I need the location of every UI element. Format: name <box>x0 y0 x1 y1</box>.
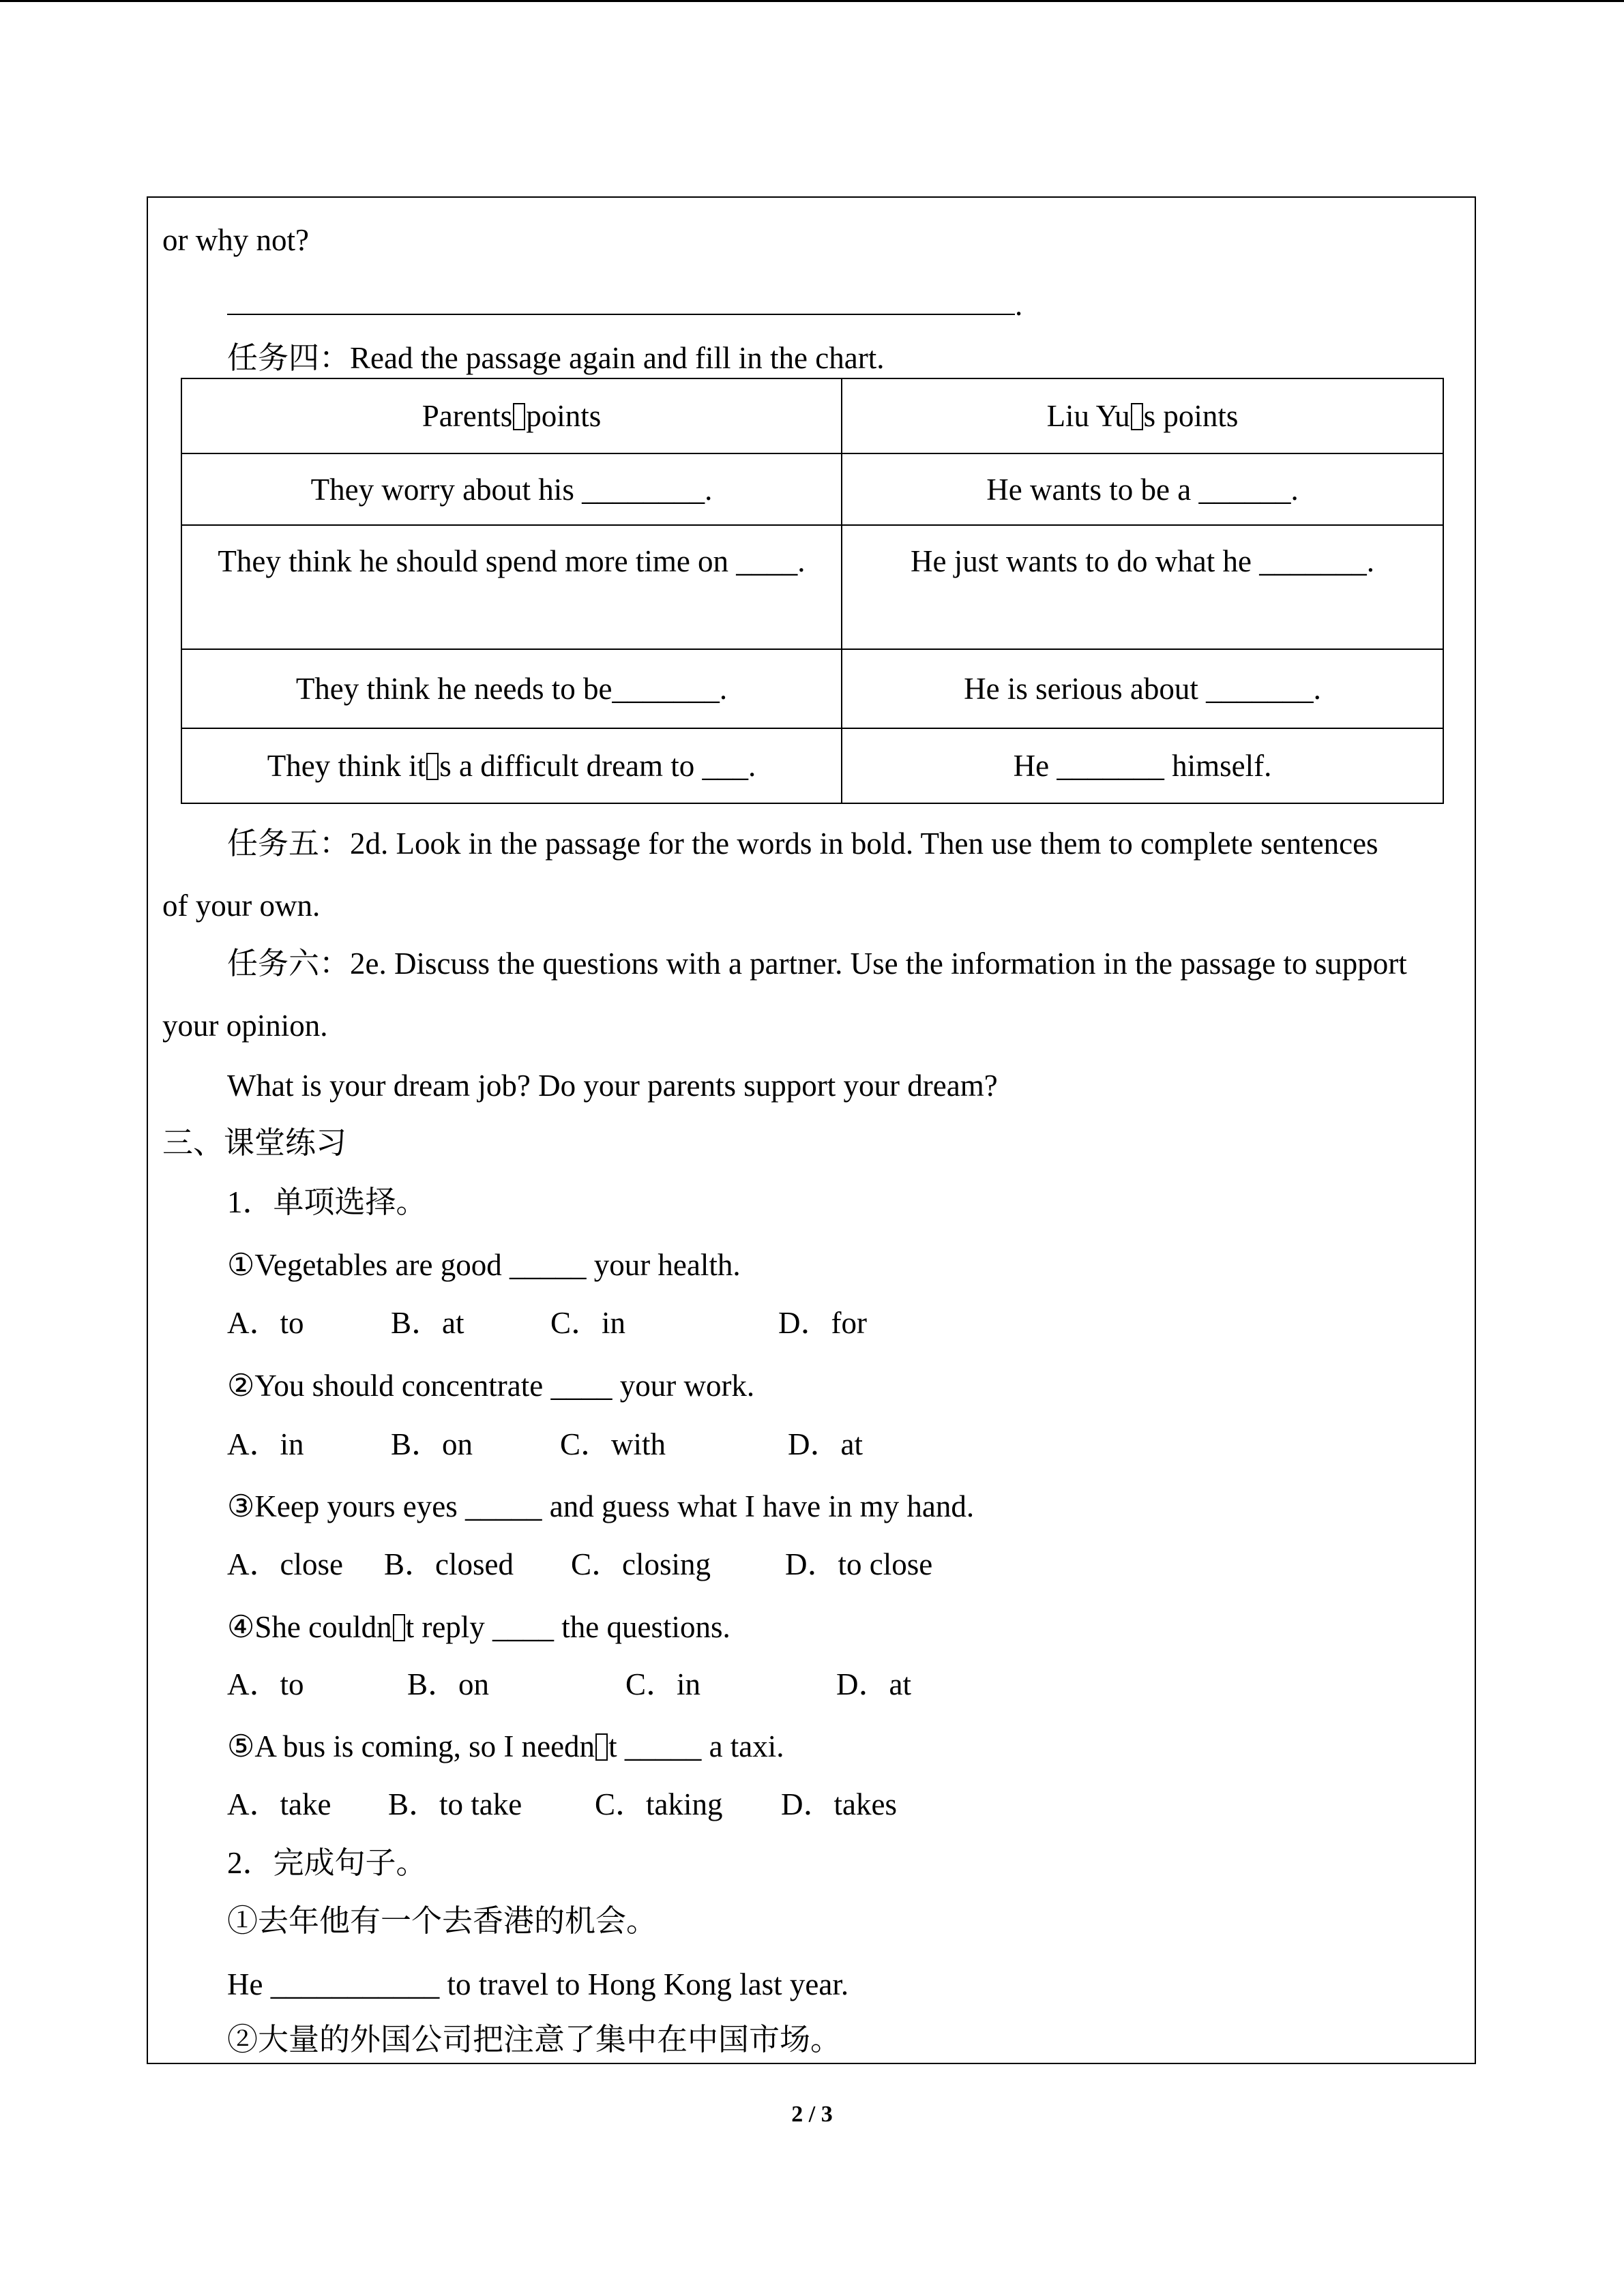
task5-line1: 任务五：2d. Look in the passage for the words in bold. Then use them to complete sentences <box>227 826 1378 861</box>
missing-glyph-box <box>1131 403 1143 430</box>
header-liuyu-a: Liu Yu <box>1046 399 1130 433</box>
q3-option-b: B．closed <box>384 1547 514 1581</box>
table-row <box>181 525 1443 649</box>
q2-option-b: B．on <box>391 1427 473 1461</box>
chart-cell: He wants to be a ______. <box>842 453 1443 525</box>
page-number: 2 / 3 <box>791 2102 833 2127</box>
header-liuyu-b: s points <box>1143 399 1239 433</box>
intro-line: or why not? <box>162 223 309 257</box>
missing-glyph-box <box>393 1614 405 1641</box>
chart-cell: He just wants to do what he _______. <box>842 525 1443 649</box>
q5-stem-b: t _____ a taxi. <box>608 1729 784 1763</box>
missing-glyph-box <box>426 753 439 780</box>
q1-stem: ①Vegetables are good _____ your health. <box>227 1248 741 1282</box>
chart-header-row <box>181 378 1443 453</box>
q3-option-c: C．closing <box>571 1547 711 1581</box>
q5-stem-a: ⑤A bus is coming, so I needn <box>227 1729 595 1763</box>
chart-header-liuyu <box>842 378 1443 453</box>
part2-title: 2．完成句子。 <box>227 1846 427 1880</box>
q5-option-c: C．taking <box>595 1787 723 1821</box>
chart-cell: He is serious about _______. <box>842 649 1443 728</box>
q4-stem <box>227 1607 730 1648</box>
chart-cell <box>181 728 842 803</box>
q4-stem-a: ④She couldn <box>227 1610 392 1644</box>
q5-option-d: D．takes <box>781 1787 897 1821</box>
missing-glyph-box <box>595 1733 608 1761</box>
q1-option-d: D．for <box>778 1306 867 1340</box>
chart-header-parents <box>181 378 842 453</box>
q4-option-a: A．to <box>227 1667 304 1701</box>
task4-instruction: 任务四：Read the passage again and fill in the chart. <box>227 341 885 375</box>
points-chart <box>181 378 1444 804</box>
q4-option-d: D．at <box>836 1667 911 1701</box>
q3-option-d: D．to close <box>785 1547 933 1581</box>
answer-line-period: . <box>1015 288 1023 322</box>
q3-option-a: A．close <box>227 1547 343 1581</box>
s1-chinese: ①去年他有一个去香港的机会。 <box>227 1904 658 1938</box>
q3-stem: ③Keep yours eyes _____ and guess what I have in my hand. <box>227 1489 975 1523</box>
chart-cell: They worry about his ________. <box>181 453 842 525</box>
answer-blank <box>227 286 1015 315</box>
task6-question: What is your dream job? Do your parents support your dream? <box>227 1069 998 1103</box>
s2-chinese: ②大量的外国公司把注意了集中在中国市场。 <box>227 2023 842 2057</box>
q2-stem: ②You should concentrate ____ your work. <box>227 1369 755 1403</box>
q1-option-c: C．in <box>550 1306 626 1340</box>
q4-stem-b: t reply ____ the questions. <box>405 1610 730 1644</box>
q5-option-a: A．take <box>227 1787 331 1821</box>
q4-option-c: C．in <box>625 1667 701 1701</box>
answer-line <box>227 284 1022 325</box>
chart-cell-part-a: They think it <box>267 749 426 783</box>
task6-line2: your opinion. <box>162 1009 328 1043</box>
section3-title: 三、课堂练习 <box>162 1126 347 1160</box>
chart-cell: They think he should spend more time on ____. <box>181 525 842 649</box>
chart-cell-part-b: s a difficult dream to ___. <box>439 749 756 783</box>
q5-stem <box>227 1726 784 1767</box>
s1-english: He ___________ to travel to Hong Kong last year. <box>227 1967 849 2001</box>
table-row <box>181 649 1443 728</box>
header-parents-b: points <box>526 399 602 433</box>
q2-option-a: A．in <box>227 1427 304 1461</box>
chart-cell: They think he needs to be_______. <box>181 649 842 728</box>
q2-option-c: C．with <box>560 1427 666 1461</box>
table-row <box>181 453 1443 525</box>
q1-option-b: B．at <box>391 1306 464 1340</box>
q4-option-b: B．on <box>407 1667 490 1701</box>
task5-line2: of your own. <box>162 889 321 923</box>
header-parents-a: Parents <box>422 399 513 433</box>
missing-glyph-box <box>513 403 525 430</box>
q5-option-b: B．to take <box>388 1787 522 1821</box>
part1-title: 1．单项选择。 <box>227 1185 427 1219</box>
task6-line1: 任务六：2e. Discuss the questions with a partner. Use the information in the passage to support <box>227 946 1407 981</box>
table-row <box>181 728 1443 803</box>
q2-option-d: D．at <box>788 1427 863 1461</box>
q1-option-a: A．to <box>227 1306 304 1340</box>
top-border <box>0 0 1624 2</box>
chart-cell: He _______ himself. <box>842 728 1443 803</box>
